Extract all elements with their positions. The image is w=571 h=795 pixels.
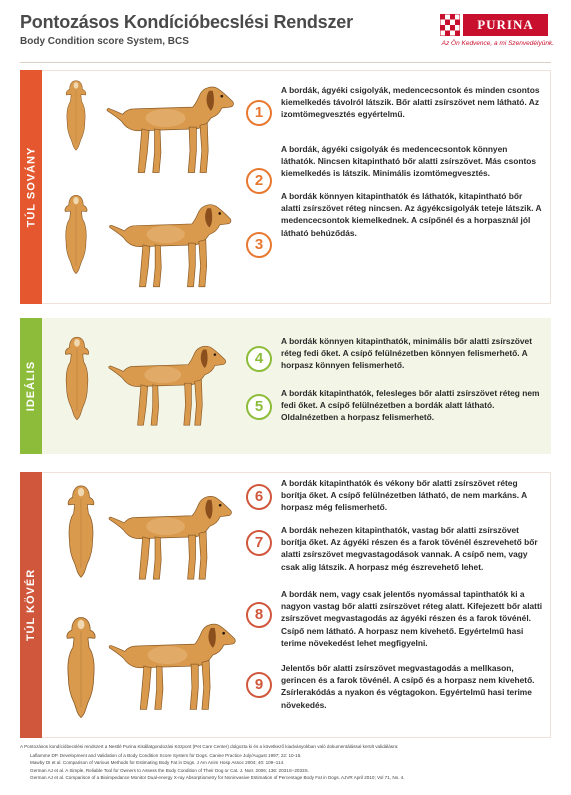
score-description-5: A bordák kitapinthatók, felesleges bőr alatti zsírszövet réteg nem fedi őket. A csípő felülnézetben a bordák alatt látható. Oldalnézetben a horpasz felismerhető.	[281, 388, 540, 423]
footnote-ref: German AJ et al. A Simple, Reliable Tool for Owners to Assess the Body Condition of Their Dog or Cat. J. Nutr. 2006; 136: 2031S–2033S.	[30, 767, 309, 773]
dog-top-view-5	[58, 332, 96, 424]
score-badge-4: 4	[246, 346, 272, 372]
purina-logo	[440, 14, 548, 38]
footnote-intro: A Pontozásos kondícióbecslési rendszert a Nestlé Purina Kisállatgondozási Központ (Pet Care Center) dolgozta ki és a következő kiadványokban való dokumentálással került validálásra:	[20, 744, 399, 749]
footnote-ref: Laflamme DP. Development and Validation of a Body Condition Score System for Dogs. Canine Practice July/August 1997; 22: 10-15.	[30, 752, 302, 758]
dog-side-view-9	[104, 612, 240, 718]
score-badge-7: 7	[246, 530, 272, 556]
score-description-9: Jelentős bőr alatti zsírszövet megvastagodás a mellkason, gerincen és a farok tövénél. A csípő és a horpasz nem kivehető. Zsírlerakódás a nyakon és végtagokon. Egyértelmű hasi terime növekedés.	[281, 663, 535, 710]
score-description-8: A bordák nem, vagy csak jelentős nyomással tapinthatók ki a nagyon vastag bőr alatti zsírszövet réteg alatt. Kifejezett bőr alatti zsírszövet megvastagodás az ágyéki részen és a farok tövénél. Csípő nem látható. A horpasz nem kivehető. Egyértelmű hasi terime növekedést lehet megfigyelni.	[281, 589, 543, 648]
header-divider	[20, 62, 551, 63]
overweight-label: TÚL KÖVÉR	[25, 568, 38, 642]
footnotes	[20, 743, 551, 782]
score-description-1: A bordák, ágyéki csigolyák, medencecsontok és minden csontos kiemelkedés távolról látszik. Bőr alatti zsírszövet nem látható. Az izomtömegvesztés egyértelmű.	[281, 85, 540, 120]
dog-top-view-3	[58, 192, 94, 276]
brand-wordmark: PURINA	[463, 14, 548, 36]
score-badge-1: 1	[246, 100, 272, 126]
score-description-4: A bordák könnyen kitapinthatók, minimális bőr alatti zsírszövet réteg fedi őket. A csípő felülnézetben könnyen felismerhető. A horpasz könnyen felismerhető.	[281, 336, 532, 371]
dog-top-view-7	[60, 480, 102, 582]
checkerboard-logo-icon	[440, 14, 460, 36]
score-badge-5: 5	[246, 394, 272, 420]
score-badge-6: 6	[246, 484, 272, 510]
page-header	[0, 0, 571, 64]
ideal-label: IDEÁLIS	[25, 360, 37, 412]
page-title: Pontozásos Kondícióbecslési Rendszer	[20, 12, 353, 32]
score-description-7: A bordák nehezen kitapinthatók, vastag bőr alatti zsírszövet borítja őket. Az ágyéki részen és a farok tövénél észrevehető bőr alatti zsírszövet megvastagodások vannak. A csípő nem, vagy csak alig látszik. A horpasz még észrevehető lehet.	[281, 525, 538, 572]
brand-tagline: Az Ön Kedvence, a mi Szenvedélyünk.	[441, 40, 554, 47]
score-badge-2: 2	[246, 168, 272, 194]
dog-side-view-5	[104, 334, 230, 434]
score-description-6: A bordák kitapinthatók és vékony bőr alatti zsírszövet réteg borítja őket. A csípő felülnézetben látható, de nem markáns. A horpasz még felismerhető.	[281, 478, 527, 513]
underweight-label: TÚL SOVÁNY	[25, 146, 38, 228]
dog-side-view-1	[100, 78, 240, 178]
dog-top-view-9	[58, 608, 104, 726]
dog-top-view-1	[60, 78, 92, 152]
page-subtitle: Body Condition score System, BCS	[20, 36, 189, 47]
score-badge-8: 8	[246, 602, 272, 628]
footnote-ref: Mawby DI et al. Comparison of Various Methods for Estimating Body Fat in Dogs. J Am Anim Hosp Assoc 2004; 40: 109–114.	[30, 760, 285, 766]
score-description-3: A bordák könnyen kitapinthatók és láthatók, kitapintható bőr alatti zsírszövet réteg nincsen. Az ágyékcsigolyák teteje látszik. A medencecsontok kiemelkednek. A csípőnél és a horpasznál jól látható behúződás.	[281, 191, 542, 238]
score-description-2: A bordák, ágyéki csigolyák és medencecsontok könnyen láthatók. Nincsen kitapintható bőr alatti zsírszövet. Más csontos kiemelkedés is látszik. Minimális izomtömegvesztés.	[281, 144, 537, 179]
dog-side-view-3	[104, 196, 236, 292]
score-badge-9: 9	[246, 672, 272, 698]
dog-side-view-7	[104, 486, 236, 586]
score-badge-3: 3	[246, 232, 272, 258]
footnote-ref: German AJ et al. Comparison of a Bioimpedance Monitor Dual-energy X-ray Absorptiometry for Noninvasive Estimation of Percentage Body Fat in Dogs. AJVR April 2010; Vol 71, No. 4.	[30, 775, 405, 781]
